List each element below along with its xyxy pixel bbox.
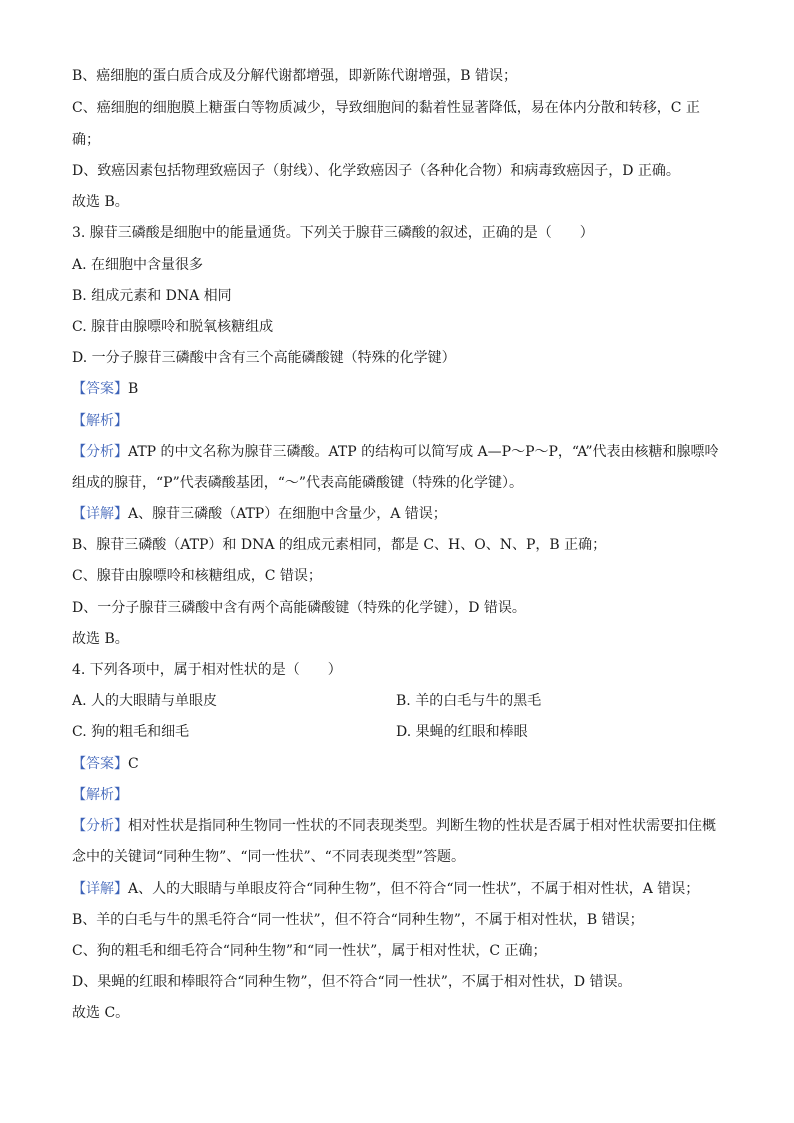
fenxi-tag: 【分析】 (72, 818, 128, 834)
q4-option-a: A. 人的大眼睛与单眼皮 (72, 693, 218, 709)
q3-stem: 3. 腺苷三磷酸是细胞中的能量通货。下列关于腺苷三磷酸的叙述，正确的是（ ） (72, 225, 594, 241)
fenxi-text: 相对性状是指同种生物同一性状的不同表现类型。判断生物的性状是否属于相对性状需要扣住概 (128, 818, 716, 834)
q3-detail-c: C、腺苷由腺嘌呤和核糖组成，C 错误； (72, 568, 322, 584)
q3-answer (72, 379, 722, 399)
q3-option-a: A. 在细胞中含量很多 (72, 257, 204, 273)
fenxi-text: ATP 的中文名称为腺苷三磷酸。ATP 的结构可以简写成 A—P～P～P，“A”代表由核糖和腺嘌呤 (128, 444, 719, 460)
xiangjie-tag: 【详解】 (72, 506, 128, 522)
q4-option-d: D. 果蝇的红眼和棒眼 (396, 724, 528, 740)
analysis-line-c-cont: 确； (72, 132, 100, 148)
analysis-line-b: B、癌细胞的蛋白质合成及分解代谢都增强，即新陈代谢增强，B 错误； (72, 68, 518, 84)
detail-text: A、腺苷三磷酸（ATP）在细胞中含量少，A 错误； (128, 506, 447, 522)
q3-detail-a (72, 504, 722, 524)
q4-detail-d: D、果蝇的红眼和棒眼符合“同种生物”，但不符合“同一性状”，不属于相对性状，D 错误。 (72, 974, 632, 990)
detail-text: A、人的大眼睛与单眼皮符合“同种生物”，但不符合“同一性状”，不属于相对性状，A 错误； (128, 881, 700, 897)
fenxi-tag: 【分析】 (72, 444, 128, 460)
xiangjie-tag: 【详解】 (72, 881, 128, 897)
q3-fenxi-1 (72, 442, 722, 462)
jiexi-tag: 【解析】 (72, 413, 128, 429)
q4-stem: 4. 下列各项中，属于相对性状的是（ ） (72, 662, 342, 678)
q4-conclusion: 故选 C。 (72, 1005, 130, 1021)
q2-conclusion: 故选 B。 (72, 194, 129, 210)
analysis-line-d: D、致癌因素包括物理致癌因子（射线）、化学致癌因子（各种化合物）和病毒致癌因子，D 正确。 (72, 163, 680, 179)
q4-detail-a (72, 879, 722, 899)
q4-answer (72, 754, 722, 774)
answer-tag: 【答案】 (72, 381, 128, 397)
q3-detail-d: D、一分子腺苷三磷酸中含有两个高能磷酸键（特殊的化学键），D 错误。 (72, 600, 526, 616)
q4-detail-b: B、羊的白毛与牛的黑毛符合“同一性状”，但不符合“同种生物”，不属于相对性状，B 错误； (72, 912, 644, 928)
analysis-line-c: C、癌细胞的细胞膜上糖蛋白等物质减少，导致细胞间的黏着性显著降低，易在体内分散和转移，C 正 (72, 100, 700, 116)
q4-option-b: B. 羊的白毛与牛的黑毛 (396, 693, 542, 709)
q3-fenxi-2: 组成的腺苷，“P”代表磷酸基团，“～”代表高能磷酸键（特殊的化学键）。 (72, 475, 524, 491)
q4-jiexi (72, 785, 722, 805)
answer-value: B (128, 381, 139, 397)
q3-option-c: C. 腺苷由腺嘌呤和脱氧核糖组成 (72, 319, 274, 335)
q3-option-d: D. 一分子腺苷三磷酸中含有三个高能磷酸键（特殊的化学键） (72, 350, 456, 366)
q3-jiexi (72, 411, 722, 431)
q3-detail-b: B、腺苷三磷酸（ATP）和 DNA 的组成元素相同，都是 C、H、O、N、P，B 正确； (72, 537, 607, 553)
q4-fenxi-2: 念中的关键词“同种生物”、“同一性状”、“不同表现类型”答题。 (72, 849, 465, 865)
q4-option-c: C. 狗的粗毛和细毛 (72, 724, 190, 740)
q4-detail-c: C、狗的粗毛和细毛符合“同种生物”和“同一性状”，属于相对性状，C 正确； (72, 943, 547, 959)
answer-value: C (128, 756, 139, 772)
q4-fenxi-1 (72, 816, 722, 836)
jiexi-tag: 【解析】 (72, 787, 128, 803)
answer-tag: 【答案】 (72, 756, 128, 772)
q3-conclusion: 故选 B。 (72, 631, 129, 647)
q3-option-b: B. 组成元素和 DNA 相同 (72, 288, 232, 304)
